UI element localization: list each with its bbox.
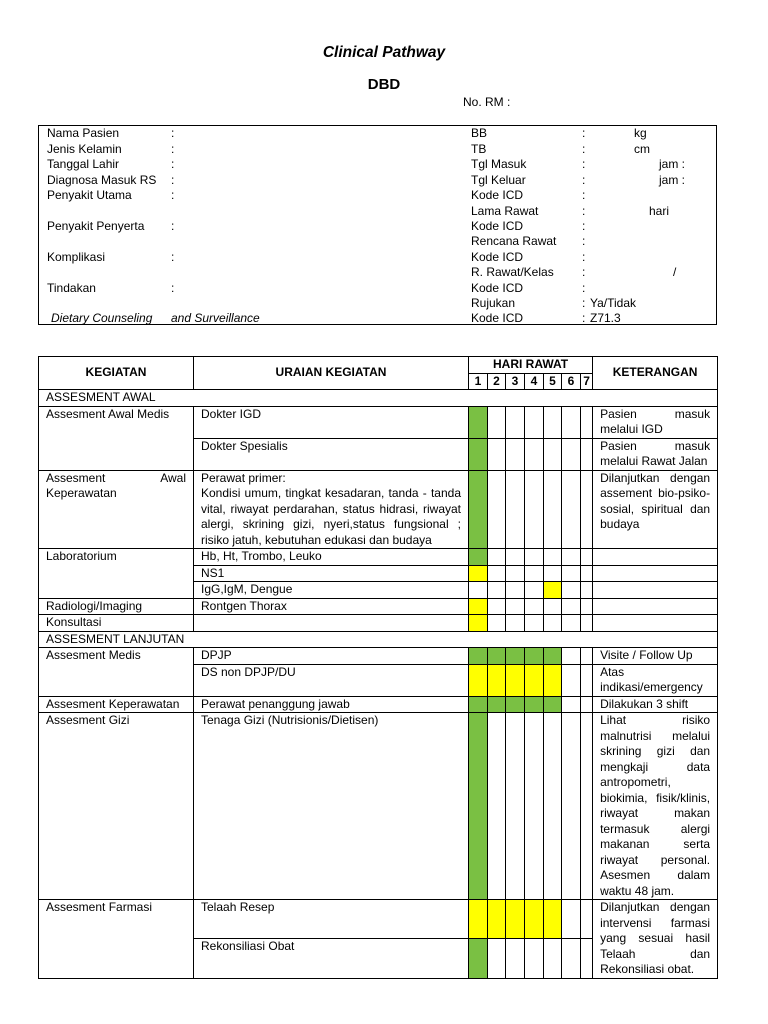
cell-keterangan — [593, 549, 718, 566]
info-sep: : — [582, 204, 586, 218]
header-kegiatan: KEGIATAN — [39, 357, 194, 390]
day-cell-5 — [544, 900, 562, 939]
clinical-pathway-table — [38, 356, 718, 979]
cell-uraian: DS non DPJP/DU — [194, 664, 469, 696]
info-value-jam-keluar: jam : — [659, 173, 686, 187]
day-cell-3 — [506, 615, 525, 632]
day-cell-1 — [469, 565, 488, 582]
header-uraian: URAIAN KEGIATAN — [194, 357, 469, 390]
day-cell-2 — [488, 664, 506, 696]
day-cell-1 — [469, 598, 488, 615]
day-cell-3 — [506, 438, 525, 470]
day-cell-3 — [506, 549, 525, 566]
day-cell-6 — [562, 939, 581, 978]
day-cell-3 — [506, 664, 525, 696]
day-cell-4 — [525, 648, 544, 665]
info-sep: : — [171, 126, 175, 140]
cell-kegiatan: Assesment Awal Medis — [39, 406, 194, 470]
info-sep: : — [582, 265, 586, 279]
day-cell-7 — [581, 470, 593, 549]
cell-keterangan: Dilakukan 3 shift — [593, 696, 718, 713]
day-cell-6 — [562, 696, 581, 713]
info-label-penyakit-penyerta: Penyakit Penyerta — [47, 219, 145, 233]
day-cell-4 — [525, 549, 544, 566]
header-day-5: 5 — [544, 373, 562, 390]
info-sep: : — [582, 142, 586, 156]
day-cell-7 — [581, 549, 593, 566]
day-cell-7 — [581, 438, 593, 470]
info-label-tanggal-lahir: Tanggal Lahir — [47, 157, 120, 171]
info-value-jam-masuk: jam : — [659, 157, 686, 171]
day-cell-6 — [562, 900, 581, 939]
day-cell-4 — [525, 406, 544, 438]
day-cell-5 — [544, 696, 562, 713]
day-cell-5 — [544, 470, 562, 549]
table-row — [39, 470, 718, 549]
header-day-4: 4 — [525, 373, 544, 390]
day-cell-6 — [562, 565, 581, 582]
day-cell-2 — [488, 648, 506, 665]
day-cell-6 — [562, 664, 581, 696]
day-cell-6 — [562, 549, 581, 566]
day-cell-6 — [562, 470, 581, 549]
header-day-3: 3 — [506, 373, 525, 390]
cell-uraian: Tenaga Gizi (Nutrisionis/Dietisen) — [194, 713, 469, 900]
day-cell-1 — [469, 648, 488, 665]
day-cell-1 — [469, 582, 488, 599]
table-row — [39, 549, 718, 566]
cell-uraian: Dokter IGD — [194, 406, 469, 438]
day-cell-6 — [562, 615, 581, 632]
info-sep: : — [582, 296, 586, 310]
info-label-rawat-kelas: R. Rawat/Kelas — [471, 265, 554, 279]
info-sep: : — [582, 173, 586, 187]
day-cell-7 — [581, 406, 593, 438]
day-cell-1 — [469, 549, 488, 566]
info-sep: : — [582, 188, 586, 202]
section-header: ASSESMENT LANJUTAN — [39, 631, 718, 648]
patient-info-box — [38, 125, 717, 325]
cell-keterangan — [593, 598, 718, 615]
day-cell-3 — [506, 696, 525, 713]
info-label-lama-rawat: Lama Rawat — [471, 204, 539, 218]
day-cell-5 — [544, 648, 562, 665]
day-cell-3 — [506, 900, 525, 939]
day-cell-2 — [488, 549, 506, 566]
header-keterangan: KETERANGAN — [593, 357, 718, 390]
day-cell-6 — [562, 598, 581, 615]
day-cell-6 — [562, 438, 581, 470]
info-value-kelas-slash: / — [673, 265, 677, 279]
table-row — [39, 696, 718, 713]
day-cell-4 — [525, 598, 544, 615]
header-day-6: 6 — [562, 373, 581, 390]
cell-keterangan — [593, 615, 718, 632]
day-cell-4 — [525, 939, 544, 978]
day-cell-5 — [544, 582, 562, 599]
cell-keterangan: Dilanjutkan dengan intervensi farmasi yang sesuai hasil Telaah dan Rekonsiliasi obat. — [593, 900, 718, 979]
info-label-kode-icd: Kode ICD — [471, 188, 524, 202]
day-cell-6 — [562, 582, 581, 599]
day-cell-5 — [544, 664, 562, 696]
info-sep: : — [582, 126, 586, 140]
info-sep: : — [171, 188, 175, 202]
info-sep: : — [171, 281, 175, 295]
day-cell-4 — [525, 664, 544, 696]
day-cell-7 — [581, 939, 593, 978]
cell-kegiatan: Radiologi/Imaging — [39, 598, 194, 615]
day-cell-2 — [488, 713, 506, 900]
day-cell-5 — [544, 438, 562, 470]
cell-keterangan — [593, 582, 718, 599]
info-sep: : — [171, 173, 175, 187]
info-label-tgl-keluar: Tgl Keluar — [471, 173, 526, 187]
day-cell-4 — [525, 900, 544, 939]
table-row — [39, 713, 718, 900]
day-cell-7 — [581, 598, 593, 615]
day-cell-4 — [525, 615, 544, 632]
info-label-diagnosa-masuk: Diagnosa Masuk RS — [47, 173, 157, 187]
day-cell-1 — [469, 696, 488, 713]
day-cell-6 — [562, 648, 581, 665]
day-cell-2 — [488, 939, 506, 978]
day-cell-1 — [469, 939, 488, 978]
header-day-7: 7 — [581, 373, 593, 390]
table-row — [39, 406, 718, 438]
day-cell-7 — [581, 900, 593, 939]
day-cell-5 — [544, 549, 562, 566]
header-day-2: 2 — [488, 373, 506, 390]
day-cell-1 — [469, 664, 488, 696]
info-label-tgl-masuk: Tgl Masuk — [471, 157, 527, 171]
info-sep: : — [171, 142, 175, 156]
info-label-kode-icd: Kode ICD — [471, 250, 524, 264]
info-value-bb-unit: kg — [634, 126, 647, 140]
cell-uraian — [194, 615, 469, 632]
info-sep: : — [582, 311, 586, 325]
info-value-surveillance: and Surveillance — [171, 311, 260, 325]
day-cell-2 — [488, 582, 506, 599]
day-cell-5 — [544, 615, 562, 632]
info-label-kode-icd: Kode ICD — [471, 281, 524, 295]
day-cell-4 — [525, 565, 544, 582]
day-cell-4 — [525, 438, 544, 470]
info-sep: : — [171, 219, 175, 233]
day-cell-3 — [506, 470, 525, 549]
day-cell-3 — [506, 406, 525, 438]
cell-keterangan: Atas indikasi/emergency — [593, 664, 718, 696]
cell-uraian: NS1 — [194, 565, 469, 582]
day-cell-4 — [525, 582, 544, 599]
day-cell-3 — [506, 598, 525, 615]
cell-kegiatan: Assesment Medis — [39, 648, 194, 697]
cell-kegiatan: Assesment Keperawatan — [39, 696, 194, 713]
info-value-icd-z71: Z71.3 — [590, 311, 621, 325]
info-sep: : — [582, 250, 586, 264]
section-header: ASSESMENT AWAL — [39, 390, 718, 407]
day-cell-7 — [581, 582, 593, 599]
info-label-kode-icd: Kode ICD — [471, 219, 524, 233]
info-sep: : — [582, 234, 586, 248]
day-cell-2 — [488, 438, 506, 470]
day-cell-7 — [581, 648, 593, 665]
day-cell-5 — [544, 939, 562, 978]
day-cell-6 — [562, 713, 581, 900]
day-cell-7 — [581, 713, 593, 900]
page-title: Clinical Pathway — [322, 44, 446, 61]
day-cell-2 — [488, 565, 506, 582]
day-cell-2 — [488, 900, 506, 939]
cell-uraian: IgG,IgM, Dengue — [194, 582, 469, 599]
day-cell-3 — [506, 939, 525, 978]
day-cell-5 — [544, 565, 562, 582]
day-cell-2 — [488, 696, 506, 713]
cell-keterangan: Pasien masuk melalui Rawat Jalan — [593, 438, 718, 470]
cell-kegiatan: Assesment Farmasi — [39, 900, 194, 979]
cell-uraian: Rontgen Thorax — [194, 598, 469, 615]
info-label-rencana-rawat: Rencana Rawat — [471, 234, 557, 248]
day-cell-3 — [506, 648, 525, 665]
cell-keterangan — [593, 565, 718, 582]
day-cell-4 — [525, 696, 544, 713]
info-label-bb: BB — [471, 126, 488, 140]
day-cell-1 — [469, 406, 488, 438]
day-cell-2 — [488, 470, 506, 549]
info-value-rujukan: Ya/Tidak — [590, 296, 637, 310]
day-cell-2 — [488, 406, 506, 438]
day-cell-3 — [506, 565, 525, 582]
info-value-tb-unit: cm — [634, 142, 650, 156]
info-label-dietary-counseling: Dietary Counseling — [51, 311, 153, 325]
table-row — [39, 900, 718, 939]
info-label-nama-pasien: Nama Pasien — [47, 126, 120, 140]
day-cell-6 — [562, 406, 581, 438]
day-cell-4 — [525, 713, 544, 900]
cell-uraian: Perawat penanggung jawab — [194, 696, 469, 713]
day-cell-1 — [469, 615, 488, 632]
day-cell-1 — [469, 713, 488, 900]
day-cell-5 — [544, 713, 562, 900]
info-label-komplikasi: Komplikasi — [47, 250, 106, 264]
info-sep: : — [171, 250, 175, 264]
info-label-tb: TB — [471, 142, 487, 156]
day-cell-7 — [581, 565, 593, 582]
cell-uraian: Rekonsiliasi Obat — [194, 939, 469, 978]
info-sep: : — [582, 281, 586, 295]
day-cell-3 — [506, 582, 525, 599]
cell-keterangan: Lihat risiko malnutrisi melalui skrining gizi dan mengkaji data antropometri, biokimia, fisik/klinis, riwayat makan termasuk alergi makanan serta riwayat personal. Asesmen dalam waktu 48 jam. — [593, 713, 718, 900]
day-cell-4 — [525, 470, 544, 549]
cell-kegiatan: Laboratorium — [39, 549, 194, 599]
page-subtitle: DBD — [367, 76, 401, 93]
cell-keterangan: Pasien masuk melalui IGD — [593, 406, 718, 438]
cell-uraian: Telaah Resep — [194, 900, 469, 939]
cell-uraian: Dokter Spesialis — [194, 438, 469, 470]
day-cell-1 — [469, 438, 488, 470]
cell-uraian: Perawat primer: Kondisi umum, tingkat kesadaran, tanda - tanda vital, riwayat perdarahan, status hidrasi, riwayat alergi, skrining gizi, nyeri,status fungsional ; risiko jatuh, kebutuhan edukasi dan budaya — [194, 470, 469, 549]
info-sep: : — [171, 157, 175, 171]
cell-kegiatan: Konsultasi — [39, 615, 194, 632]
info-label-penyakit-utama: Penyakit Utama — [47, 188, 132, 202]
cell-keterangan: Visite / Follow Up — [593, 648, 718, 665]
day-cell-7 — [581, 696, 593, 713]
info-sep: : — [582, 219, 586, 233]
cell-uraian: DPJP — [194, 648, 469, 665]
day-cell-1 — [469, 900, 488, 939]
info-label-rujukan: Rujukan — [471, 296, 516, 310]
info-label-jenis-kelamin: Jenis Kelamin — [47, 142, 122, 156]
header-hari-rawat: HARI RAWAT — [469, 357, 593, 374]
table-row — [39, 648, 718, 665]
table-row — [39, 598, 718, 615]
info-label-kode-icd: Kode ICD — [471, 311, 524, 325]
cell-keterangan: Dilanjutkan dengan assement bio-psiko-sosial, spiritual dan budaya — [593, 470, 718, 549]
day-cell-2 — [488, 598, 506, 615]
cell-uraian: Hb, Ht, Trombo, Leuko — [194, 549, 469, 566]
day-cell-5 — [544, 406, 562, 438]
cell-kegiatan: Assesment Awal Keperawatan — [39, 470, 194, 549]
header-day-1: 1 — [469, 373, 488, 390]
info-value-hari: hari — [649, 204, 670, 218]
day-cell-1 — [469, 470, 488, 549]
cell-kegiatan: Assesment Gizi — [39, 713, 194, 900]
day-cell-7 — [581, 664, 593, 696]
info-label-tindakan: Tindakan — [47, 281, 96, 295]
info-sep: : — [582, 157, 586, 171]
day-cell-5 — [544, 598, 562, 615]
no-rm-label: No. RM : — [463, 95, 511, 109]
table-row — [39, 615, 718, 632]
day-cell-2 — [488, 615, 506, 632]
day-cell-3 — [506, 713, 525, 900]
day-cell-7 — [581, 615, 593, 632]
